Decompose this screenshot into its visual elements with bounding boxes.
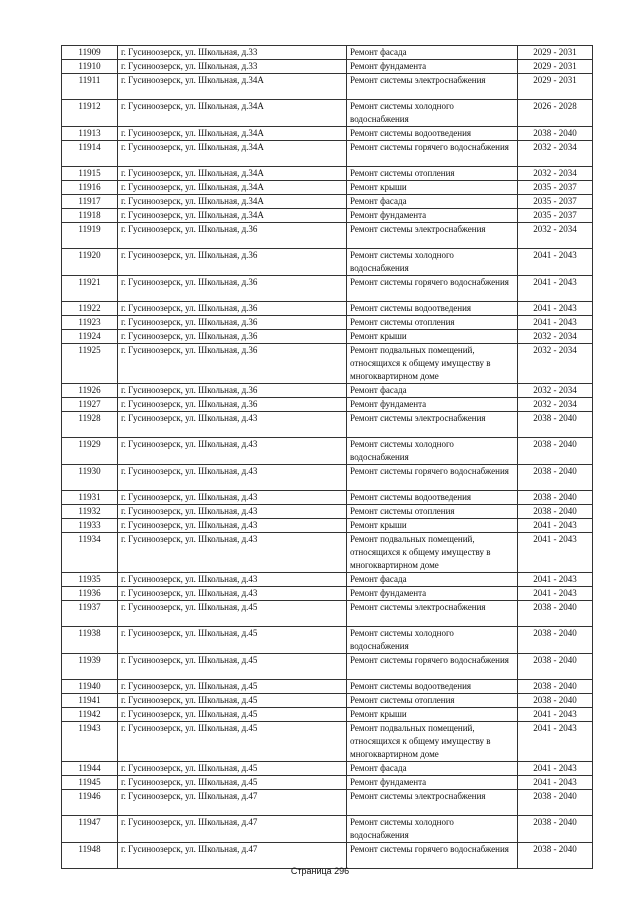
- table-row: [62, 398, 593, 412]
- work-type-cell: Ремонт системы холодного водоснабжения: [347, 438, 518, 465]
- address-cell: г. Гусиноозерск, ул. Школьная, д.34А: [118, 167, 347, 181]
- work-type-cell: Ремонт системы электроснабжения: [347, 223, 518, 249]
- table-row: [62, 249, 593, 276]
- work-type-cell: Ремонт фасада: [347, 762, 518, 776]
- table-row: [62, 181, 593, 195]
- table-row: [62, 412, 593, 438]
- table-row: [62, 776, 593, 790]
- row-number-cell: 11938: [62, 627, 118, 654]
- address-cell: г. Гусиноозерск, ул. Школьная, д.36: [118, 384, 347, 398]
- page-number: Страница 296: [290, 866, 350, 876]
- row-number-cell: 11947: [62, 816, 118, 843]
- period-cell: 2029 - 2031: [518, 46, 593, 60]
- period-cell: 2032 - 2034: [518, 344, 593, 384]
- address-cell: г. Гусиноозерск, ул. Школьная, д.33: [118, 46, 347, 60]
- work-type-cell: Ремонт крыши: [347, 181, 518, 195]
- period-cell: 2038 - 2040: [518, 601, 593, 627]
- row-number-cell: 11924: [62, 330, 118, 344]
- address-cell: г. Гусиноозерск, ул. Школьная, д.34А: [118, 74, 347, 100]
- table-row: [62, 46, 593, 60]
- address-cell: г. Гусиноозерск, ул. Школьная, д.43: [118, 412, 347, 438]
- table-row: [62, 330, 593, 344]
- work-type-cell: Ремонт фундамента: [347, 60, 518, 74]
- work-type-cell: Ремонт фундамента: [347, 398, 518, 412]
- period-cell: 2041 - 2043: [518, 533, 593, 573]
- period-cell: 2032 - 2034: [518, 330, 593, 344]
- period-cell: 2041 - 2043: [518, 776, 593, 790]
- table-row: [62, 100, 593, 127]
- table-row: [62, 816, 593, 843]
- table-body: [62, 46, 593, 869]
- row-number-cell: 11921: [62, 276, 118, 302]
- work-type-cell: Ремонт системы водоотведения: [347, 127, 518, 141]
- work-type-cell: Ремонт системы водоотведения: [347, 491, 518, 505]
- table-row: [62, 491, 593, 505]
- table-row: [62, 141, 593, 167]
- period-cell: 2038 - 2040: [518, 694, 593, 708]
- address-cell: г. Гусиноозерск, ул. Школьная, д.43: [118, 573, 347, 587]
- table-row: [62, 790, 593, 816]
- row-number-cell: 11916: [62, 181, 118, 195]
- work-type-cell: Ремонт системы водоотведения: [347, 680, 518, 694]
- table-row: [62, 60, 593, 74]
- row-number-cell: 11917: [62, 195, 118, 209]
- row-number-cell: 11946: [62, 790, 118, 816]
- address-cell: г. Гусиноозерск, ул. Школьная, д.43: [118, 465, 347, 491]
- address-cell: г. Гусиноозерск, ул. Школьная, д.36: [118, 276, 347, 302]
- row-number-cell: 11920: [62, 249, 118, 276]
- period-cell: 2041 - 2043: [518, 249, 593, 276]
- work-type-cell: Ремонт подвальных помещений, относящихся к общему имуществу в многоквартирном доме: [347, 722, 518, 762]
- address-cell: г. Гусиноозерск, ул. Школьная, д.36: [118, 249, 347, 276]
- work-type-cell: Ремонт системы горячего водоснабжения: [347, 276, 518, 302]
- address-cell: г. Гусиноозерск, ул. Школьная, д.36: [118, 330, 347, 344]
- work-type-cell: Ремонт системы отопления: [347, 316, 518, 330]
- work-type-cell: Ремонт системы отопления: [347, 694, 518, 708]
- table-row: [62, 722, 593, 762]
- address-cell: г. Гусиноозерск, ул. Школьная, д.36: [118, 302, 347, 316]
- period-cell: 2041 - 2043: [518, 302, 593, 316]
- work-type-cell: Ремонт системы холодного водоснабжения: [347, 100, 518, 127]
- address-cell: г. Гусиноозерск, ул. Школьная, д.45: [118, 680, 347, 694]
- work-type-cell: Ремонт фундамента: [347, 776, 518, 790]
- table-row: [62, 276, 593, 302]
- work-type-cell: Ремонт системы холодного водоснабжения: [347, 249, 518, 276]
- period-cell: 2038 - 2040: [518, 654, 593, 680]
- work-type-cell: Ремонт системы водоотведения: [347, 302, 518, 316]
- address-cell: г. Гусиноозерск, ул. Школьная, д.34А: [118, 127, 347, 141]
- period-cell: 2038 - 2040: [518, 505, 593, 519]
- row-number-cell: 11923: [62, 316, 118, 330]
- table-row: [62, 601, 593, 627]
- row-number-cell: 11918: [62, 209, 118, 223]
- table-row: [62, 654, 593, 680]
- table-row: [62, 167, 593, 181]
- address-cell: г. Гусиноозерск, ул. Школьная, д.43: [118, 533, 347, 573]
- table-row: [62, 627, 593, 654]
- work-type-cell: Ремонт системы горячего водоснабжения: [347, 843, 518, 869]
- row-number-cell: 11919: [62, 223, 118, 249]
- row-number-cell: 11925: [62, 344, 118, 384]
- work-type-cell: Ремонт системы электроснабжения: [347, 412, 518, 438]
- period-cell: 2038 - 2040: [518, 680, 593, 694]
- period-cell: 2038 - 2040: [518, 843, 593, 869]
- table-row: [62, 465, 593, 491]
- period-cell: 2041 - 2043: [518, 316, 593, 330]
- period-cell: 2041 - 2043: [518, 587, 593, 601]
- address-cell: г. Гусиноозерск, ул. Школьная, д.34А: [118, 209, 347, 223]
- period-cell: 2029 - 2031: [518, 74, 593, 100]
- address-cell: г. Гусиноозерск, ул. Школьная, д.47: [118, 790, 347, 816]
- row-number-cell: 11911: [62, 74, 118, 100]
- address-cell: г. Гусиноозерск, ул. Школьная, д.47: [118, 843, 347, 869]
- table-row: [62, 573, 593, 587]
- row-number-cell: 11909: [62, 46, 118, 60]
- period-cell: 2032 - 2034: [518, 141, 593, 167]
- period-cell: 2032 - 2034: [518, 223, 593, 249]
- period-cell: 2026 - 2028: [518, 100, 593, 127]
- repair-schedule-table: [61, 45, 593, 869]
- address-cell: г. Гусиноозерск, ул. Школьная, д.36: [118, 398, 347, 412]
- work-type-cell: Ремонт фасада: [347, 46, 518, 60]
- row-number-cell: 11935: [62, 573, 118, 587]
- work-type-cell: Ремонт системы горячего водоснабжения: [347, 654, 518, 680]
- work-type-cell: Ремонт системы отопления: [347, 167, 518, 181]
- row-number-cell: 11926: [62, 384, 118, 398]
- address-cell: г. Гусиноозерск, ул. Школьная, д.43: [118, 438, 347, 465]
- period-cell: 2032 - 2034: [518, 167, 593, 181]
- table-row: [62, 316, 593, 330]
- address-cell: г. Гусиноозерск, ул. Школьная, д.45: [118, 762, 347, 776]
- table-row: [62, 384, 593, 398]
- address-cell: г. Гусиноозерск, ул. Школьная, д.45: [118, 654, 347, 680]
- period-cell: 2035 - 2037: [518, 195, 593, 209]
- row-number-cell: 11922: [62, 302, 118, 316]
- row-number-cell: 11930: [62, 465, 118, 491]
- address-cell: г. Гусиноозерск, ул. Школьная, д.45: [118, 708, 347, 722]
- address-cell: г. Гусиноозерск, ул. Школьная, д.34А: [118, 100, 347, 127]
- work-type-cell: Ремонт крыши: [347, 708, 518, 722]
- address-cell: г. Гусиноозерск, ул. Школьная, д.33: [118, 60, 347, 74]
- period-cell: 2038 - 2040: [518, 816, 593, 843]
- period-cell: 2041 - 2043: [518, 762, 593, 776]
- work-type-cell: Ремонт системы холодного водоснабжения: [347, 816, 518, 843]
- work-type-cell: Ремонт системы электроснабжения: [347, 790, 518, 816]
- row-number-cell: 11928: [62, 412, 118, 438]
- work-type-cell: Ремонт крыши: [347, 519, 518, 533]
- table-row: [62, 680, 593, 694]
- period-cell: 2041 - 2043: [518, 276, 593, 302]
- row-number-cell: 11913: [62, 127, 118, 141]
- work-type-cell: Ремонт системы холодного водоснабжения: [347, 627, 518, 654]
- period-cell: 2041 - 2043: [518, 722, 593, 762]
- table-row: [62, 344, 593, 384]
- address-cell: г. Гусиноозерск, ул. Школьная, д.45: [118, 627, 347, 654]
- work-type-cell: Ремонт системы электроснабжения: [347, 74, 518, 100]
- table-row: [62, 762, 593, 776]
- period-cell: 2038 - 2040: [518, 438, 593, 465]
- work-type-cell: Ремонт фасада: [347, 195, 518, 209]
- period-cell: 2032 - 2034: [518, 398, 593, 412]
- period-cell: 2038 - 2040: [518, 491, 593, 505]
- row-number-cell: 11912: [62, 100, 118, 127]
- address-cell: г. Гусиноозерск, ул. Школьная, д.45: [118, 694, 347, 708]
- address-cell: г. Гусиноозерск, ул. Школьная, д.34А: [118, 181, 347, 195]
- period-cell: 2038 - 2040: [518, 127, 593, 141]
- table-row: [62, 708, 593, 722]
- table-row: [62, 209, 593, 223]
- row-number-cell: 11932: [62, 505, 118, 519]
- row-number-cell: 11927: [62, 398, 118, 412]
- address-cell: г. Гусиноозерск, ул. Школьная, д.34А: [118, 141, 347, 167]
- row-number-cell: 11943: [62, 722, 118, 762]
- row-number-cell: 11944: [62, 762, 118, 776]
- table-row: [62, 223, 593, 249]
- period-cell: 2035 - 2037: [518, 209, 593, 223]
- table-row: [62, 843, 593, 869]
- period-cell: 2041 - 2043: [518, 573, 593, 587]
- table-row: [62, 694, 593, 708]
- period-cell: 2038 - 2040: [518, 627, 593, 654]
- address-cell: г. Гусиноозерск, ул. Школьная, д.43: [118, 505, 347, 519]
- table-row: [62, 302, 593, 316]
- work-type-cell: Ремонт подвальных помещений, относящихся к общему имуществу в многоквартирном доме: [347, 533, 518, 573]
- table-row: [62, 587, 593, 601]
- row-number-cell: 11939: [62, 654, 118, 680]
- table-row: [62, 519, 593, 533]
- address-cell: г. Гусиноозерск, ул. Школьная, д.43: [118, 519, 347, 533]
- work-type-cell: Ремонт системы горячего водоснабжения: [347, 465, 518, 491]
- row-number-cell: 11934: [62, 533, 118, 573]
- row-number-cell: 11942: [62, 708, 118, 722]
- work-type-cell: Ремонт системы отопления: [347, 505, 518, 519]
- work-type-cell: Ремонт фасада: [347, 573, 518, 587]
- table-row: [62, 74, 593, 100]
- row-number-cell: 11937: [62, 601, 118, 627]
- table-row: [62, 438, 593, 465]
- row-number-cell: 11948: [62, 843, 118, 869]
- period-cell: 2029 - 2031: [518, 60, 593, 74]
- period-cell: 2041 - 2043: [518, 519, 593, 533]
- row-number-cell: 11915: [62, 167, 118, 181]
- address-cell: г. Гусиноозерск, ул. Школьная, д.43: [118, 491, 347, 505]
- address-cell: г. Гусиноозерск, ул. Школьная, д.45: [118, 776, 347, 790]
- work-type-cell: Ремонт подвальных помещений, относящихся к общему имуществу в многоквартирном доме: [347, 344, 518, 384]
- work-type-cell: Ремонт системы горячего водоснабжения: [347, 141, 518, 167]
- table-row: [62, 195, 593, 209]
- row-number-cell: 11929: [62, 438, 118, 465]
- period-cell: 2038 - 2040: [518, 790, 593, 816]
- table-row: [62, 533, 593, 573]
- period-cell: 2038 - 2040: [518, 465, 593, 491]
- work-type-cell: Ремонт системы электроснабжения: [347, 601, 518, 627]
- address-cell: г. Гусиноозерск, ул. Школьная, д.47: [118, 816, 347, 843]
- period-cell: 2041 - 2043: [518, 708, 593, 722]
- address-cell: г. Гусиноозерск, ул. Школьная, д.45: [118, 722, 347, 762]
- work-type-cell: Ремонт фундамента: [347, 209, 518, 223]
- table-row: [62, 505, 593, 519]
- period-cell: 2035 - 2037: [518, 181, 593, 195]
- table-row: [62, 127, 593, 141]
- row-number-cell: 11914: [62, 141, 118, 167]
- period-cell: 2032 - 2034: [518, 384, 593, 398]
- period-cell: 2038 - 2040: [518, 412, 593, 438]
- address-cell: г. Гусиноозерск, ул. Школьная, д.36: [118, 316, 347, 330]
- address-cell: г. Гусиноозерск, ул. Школьная, д.45: [118, 601, 347, 627]
- address-cell: г. Гусиноозерск, ул. Школьная, д.36: [118, 344, 347, 384]
- work-type-cell: Ремонт фасада: [347, 384, 518, 398]
- row-number-cell: 11940: [62, 680, 118, 694]
- address-cell: г. Гусиноозерск, ул. Школьная, д.36: [118, 223, 347, 249]
- row-number-cell: 11910: [62, 60, 118, 74]
- row-number-cell: 11931: [62, 491, 118, 505]
- work-type-cell: Ремонт фундамента: [347, 587, 518, 601]
- address-cell: г. Гусиноозерск, ул. Школьная, д.34А: [118, 195, 347, 209]
- address-cell: г. Гусиноозерск, ул. Школьная, д.43: [118, 587, 347, 601]
- work-type-cell: Ремонт крыши: [347, 330, 518, 344]
- row-number-cell: 11936: [62, 587, 118, 601]
- row-number-cell: 11945: [62, 776, 118, 790]
- row-number-cell: 11941: [62, 694, 118, 708]
- row-number-cell: 11933: [62, 519, 118, 533]
